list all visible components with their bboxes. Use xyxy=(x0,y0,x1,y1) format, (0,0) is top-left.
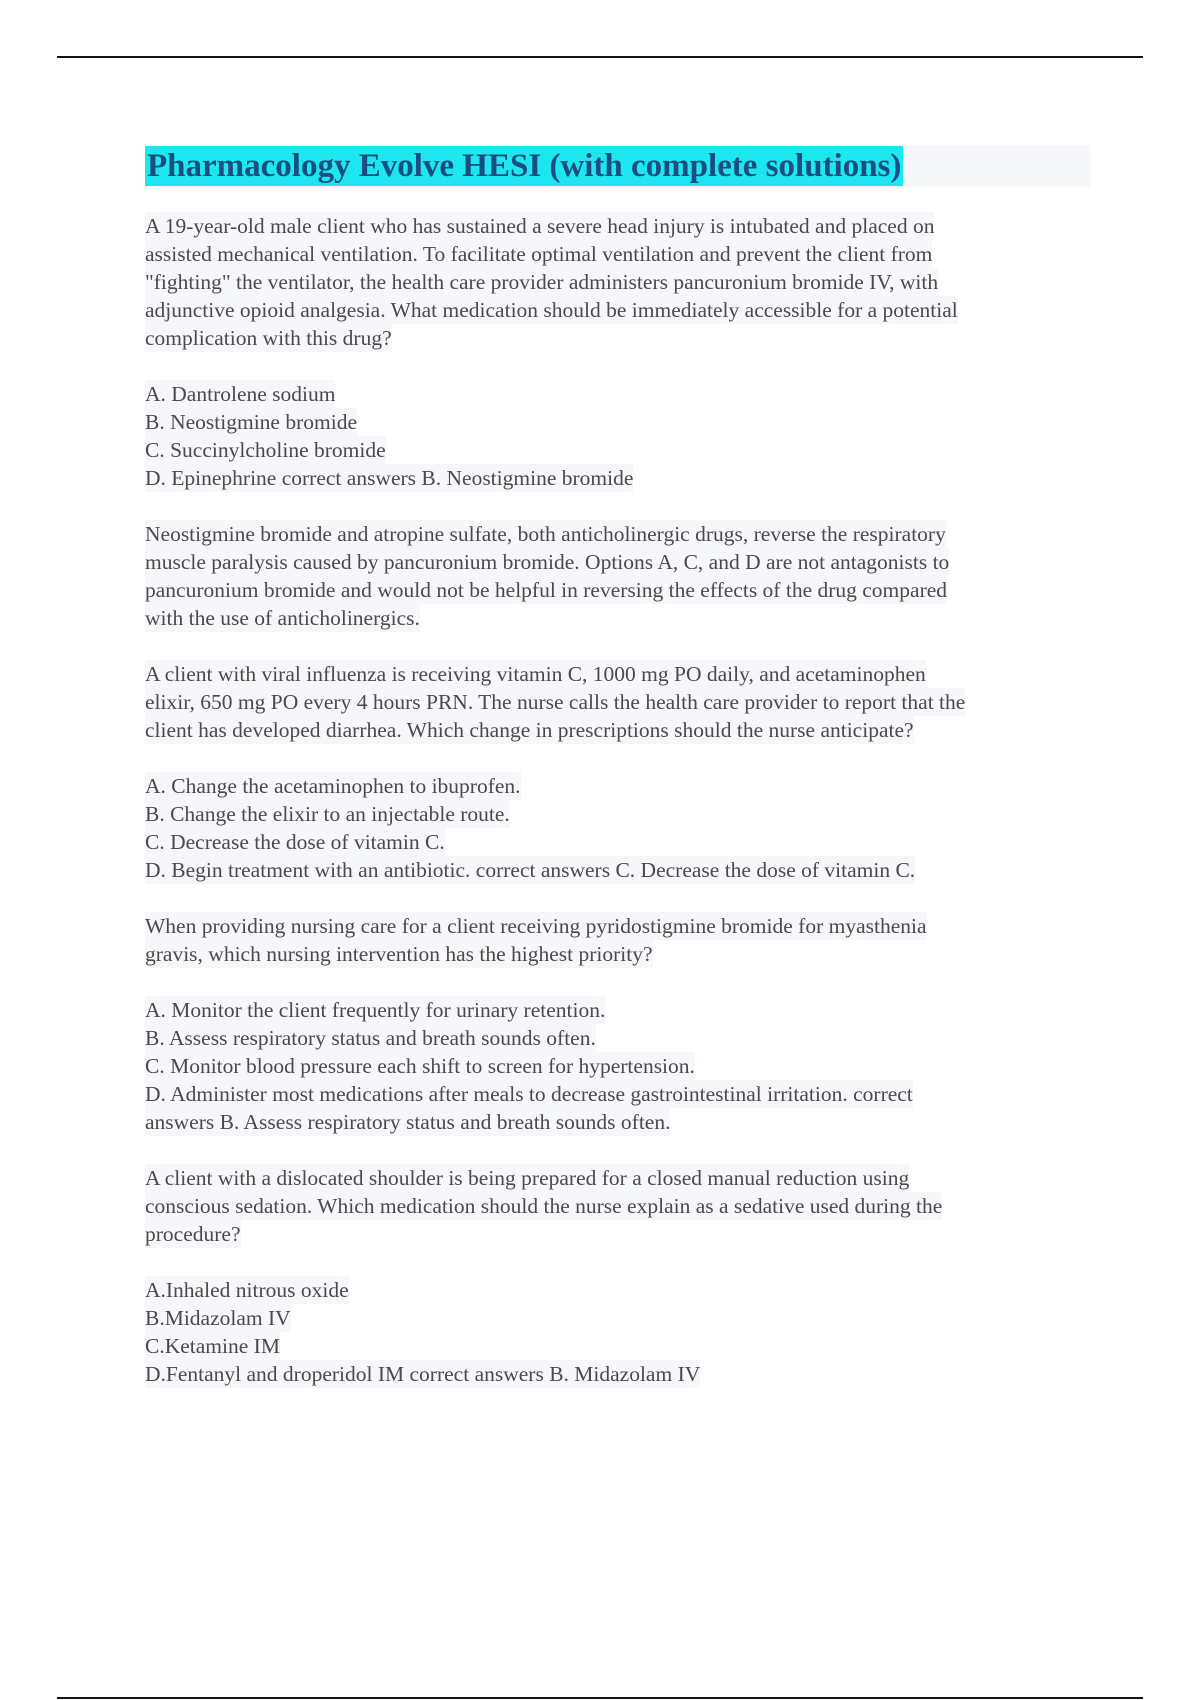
text-line: A client with a dislocated shoulder is being prepared for a closed manual reduction using xyxy=(145,1166,910,1190)
option-line: A.Inhaled nitrous oxide xyxy=(145,1278,349,1302)
answer-options xyxy=(145,380,1090,492)
text-line: with the use of anticholinergics. xyxy=(145,606,420,630)
text-line: A 19-year-old male client who has sustained a severe head injury is intubated and placed on xyxy=(145,214,935,238)
answer-options xyxy=(145,996,1090,1136)
option-line: A. Dantrolene sodium xyxy=(145,382,336,406)
header-rule xyxy=(57,56,1143,58)
option-line: B. Change the elixir to an injectable route. xyxy=(145,802,510,826)
text-line: "fighting" the ventilator, the health care provider administers pancuronium bromide IV, with xyxy=(145,270,939,294)
text-line: Neostigmine bromide and atropine sulfate, both anticholinergic drugs, reverse the respiratory xyxy=(145,522,946,546)
text-line: elixir, 650 mg PO every 4 hours PRN. The nurse calls the health care provider to report that the xyxy=(145,690,966,714)
text-line: gravis, which nursing intervention has the highest priority? xyxy=(145,942,653,966)
option-line: C.Ketamine IM xyxy=(145,1334,280,1358)
title-bar xyxy=(145,145,1090,187)
option-line: D. Epinephrine correct answers B. Neostigmine bromide xyxy=(145,466,634,490)
text-line: procedure? xyxy=(145,1222,241,1246)
question-paragraph xyxy=(145,1164,1090,1248)
option-line: B.Midazolam IV xyxy=(145,1306,291,1330)
option-line: C. Succinylcholine bromide xyxy=(145,438,386,462)
option-line: A. Monitor the client frequently for urinary retention. xyxy=(145,998,606,1022)
option-line: C. Decrease the dose of vitamin C. xyxy=(145,830,445,854)
option-line: D.Fentanyl and droperidol IM correct answers B. Midazolam IV xyxy=(145,1362,701,1386)
text-line: When providing nursing care for a client receiving pyridostigmine bromide for myasthenia xyxy=(145,914,927,938)
document-body xyxy=(145,145,1090,1388)
option-line: D. Begin treatment with an antibiotic. correct answers C. Decrease the dose of vitamin C. xyxy=(145,858,916,882)
text-line: pancuronium bromide and would not be helpful in reversing the effects of the drug compared xyxy=(145,578,948,602)
question-paragraph xyxy=(145,212,1090,352)
option-line: B. Neostigmine bromide xyxy=(145,410,357,434)
text-line: client has developed diarrhea. Which change in prescriptions should the nurse anticipate? xyxy=(145,718,914,742)
text-line: A client with viral influenza is receiving vitamin C, 1000 mg PO daily, and acetaminophen xyxy=(145,662,926,686)
answer-options xyxy=(145,1276,1090,1388)
text-line: conscious sedation. Which medication should the nurse explain as a sedative used during the xyxy=(145,1194,943,1218)
option-line: answers B. Assess respiratory status and breath sounds often. xyxy=(145,1110,671,1134)
footer-rule xyxy=(57,1697,1143,1699)
text-line: complication with this drug? xyxy=(145,326,392,350)
question-paragraph xyxy=(145,912,1090,968)
rationale-paragraph xyxy=(145,520,1090,632)
option-line: C. Monitor blood pressure each shift to screen for hypertension. xyxy=(145,1054,695,1078)
text-line: adjunctive opioid analgesia. What medication should be immediately accessible for a potential xyxy=(145,298,958,322)
option-line: B. Assess respiratory status and breath sounds often. xyxy=(145,1026,596,1050)
option-line: A. Change the acetaminophen to ibuprofen. xyxy=(145,774,521,798)
answer-options xyxy=(145,772,1090,884)
page-title: Pharmacology Evolve HESI (with complete solutions) xyxy=(147,148,902,184)
text-line: assisted mechanical ventilation. To facilitate optimal ventilation and prevent the client from xyxy=(145,242,933,266)
question-paragraph xyxy=(145,660,1090,744)
option-line: D. Administer most medications after meals to decrease gastrointestinal irritation. correct xyxy=(145,1082,913,1106)
text-line: muscle paralysis caused by pancuronium bromide. Options A, C, and D are not antagonists to xyxy=(145,550,950,574)
